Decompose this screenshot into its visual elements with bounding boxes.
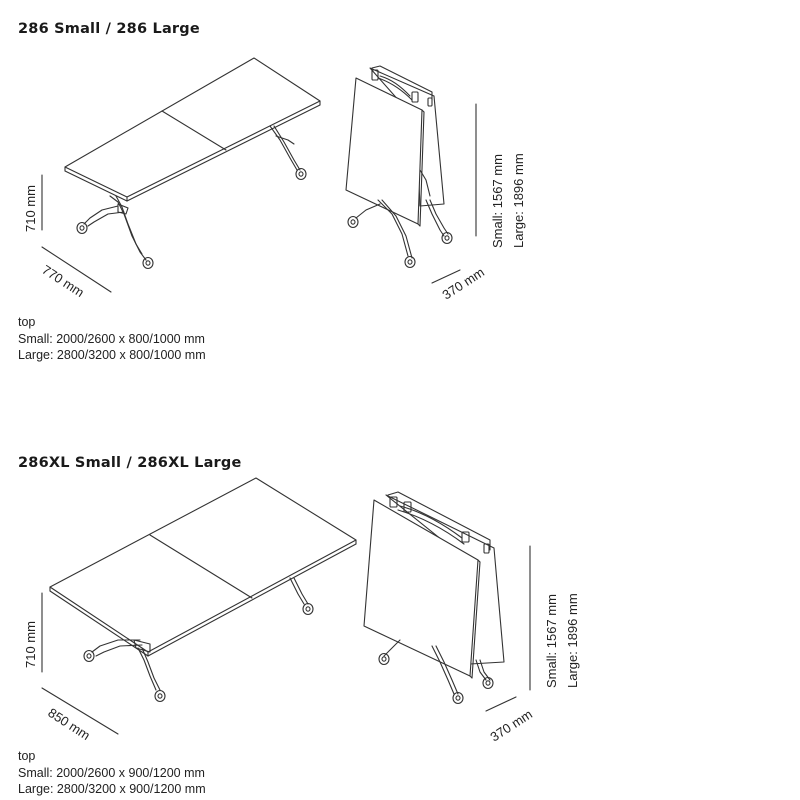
spec-large: Large: 2800/3200 x 900/1200 mm — [18, 782, 206, 796]
spec-label: top — [18, 749, 36, 763]
dim-folded-small-286: Small: 1567 mm — [490, 154, 505, 248]
section-title-286xl: 286XL Small / 286XL Large — [18, 455, 242, 471]
dim-depth-286xl: 850 mm — [45, 704, 93, 744]
top-spec-286xl — [18, 748, 206, 798]
top-spec-286 — [18, 314, 206, 364]
table-folded-drawing-286 — [346, 66, 476, 283]
dim-folded-large-286: Large: 1896 mm — [511, 153, 526, 248]
spec-small: Small: 2000/2600 x 900/1200 mm — [18, 765, 205, 780]
spec-small: Small: 2000/2600 x 800/1000 mm — [18, 331, 205, 346]
dim-folded-depth-286xl: 370 mm — [487, 706, 536, 745]
section-title-286: 286 Small / 286 Large — [18, 21, 200, 37]
dim-folded-small-286xl: Small: 1567 mm — [544, 594, 559, 688]
table-folded-drawing-286xl — [364, 492, 530, 711]
dim-folded-depth-286: 370 mm — [439, 264, 488, 303]
dim-height-286: 710 mm — [23, 185, 38, 232]
table-open-drawing-286xl — [42, 478, 356, 734]
dim-depth-286: 770 mm — [39, 261, 87, 301]
spec-label: top — [18, 315, 36, 329]
dim-folded-large-286xl: Large: 1896 mm — [565, 593, 580, 688]
spec-large: Large: 2800/3200 x 800/1000 mm — [18, 348, 206, 362]
table-open-drawing-286 — [42, 58, 320, 292]
dim-height-286xl: 710 mm — [23, 621, 38, 668]
